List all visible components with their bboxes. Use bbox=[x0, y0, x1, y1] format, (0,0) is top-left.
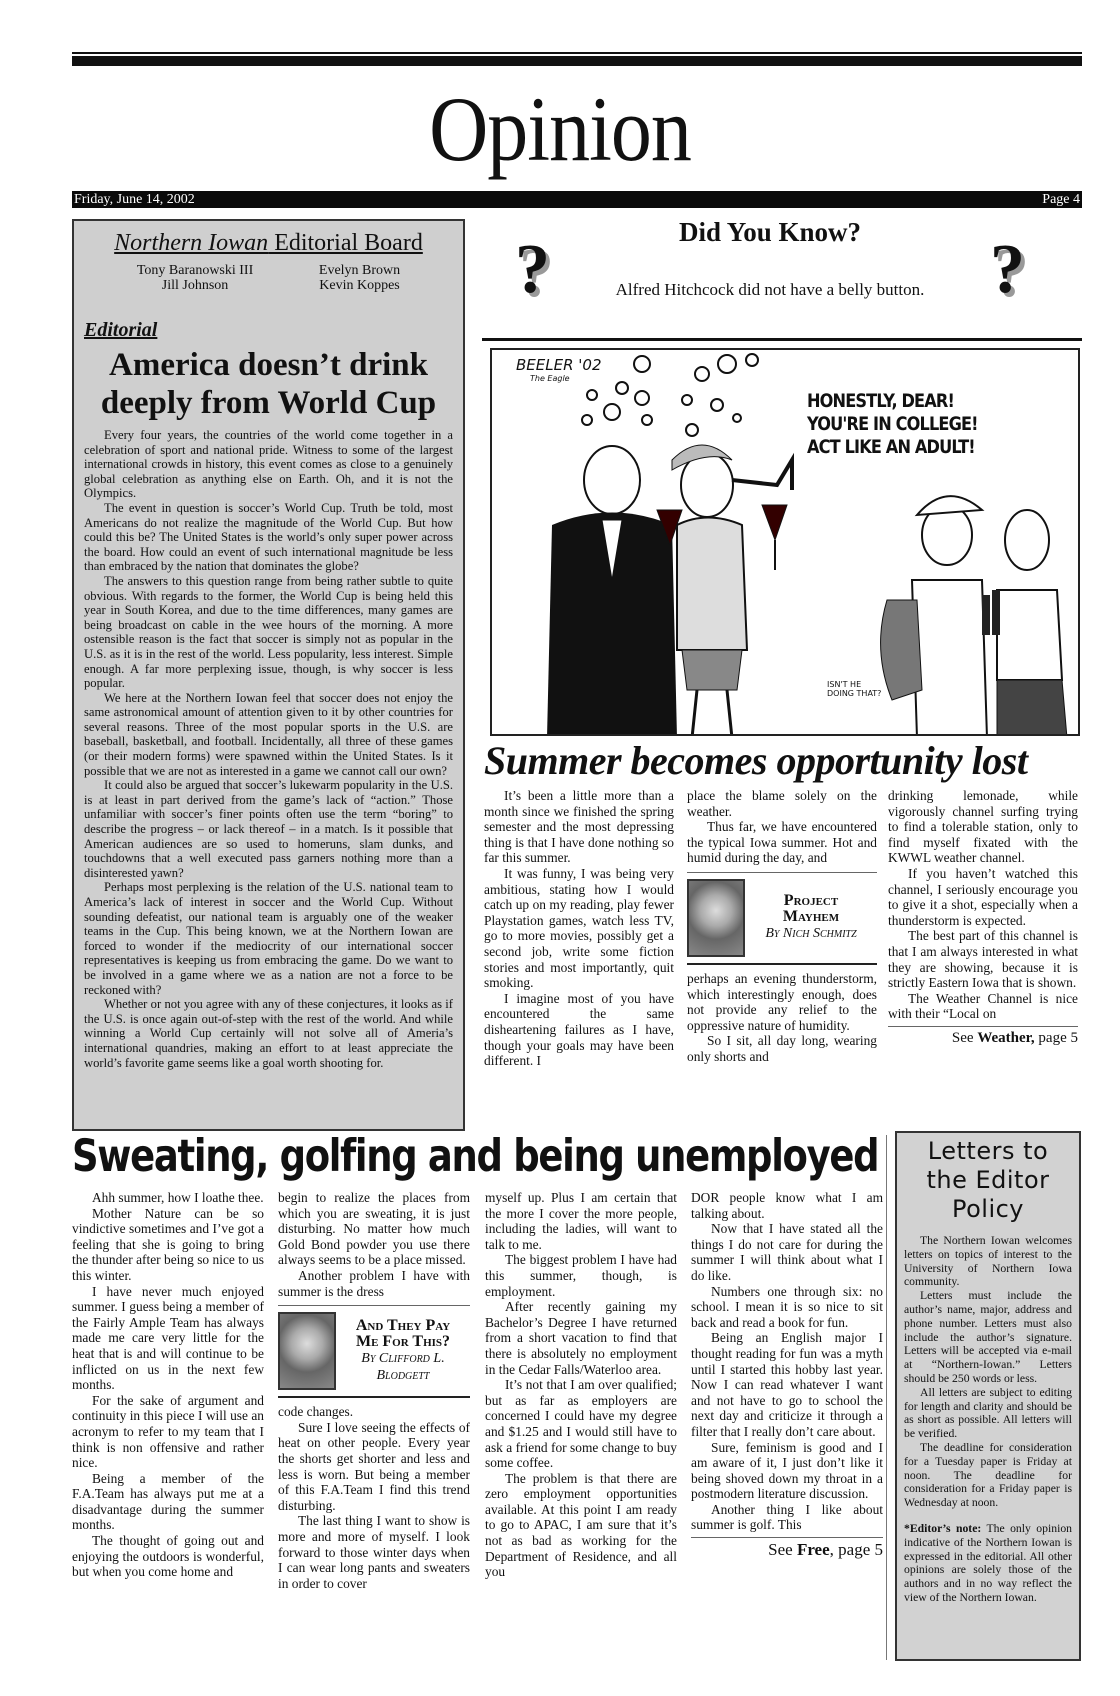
author-photo bbox=[687, 879, 745, 957]
paragraph: It’s been a little more than a month since we finished the spring semester and the most depressing thing is that I have done nothing so far this summer. bbox=[484, 788, 674, 866]
speech-line: HONESTLY, DEAR! bbox=[807, 390, 954, 412]
title-line: Policy bbox=[951, 1195, 1025, 1223]
speech-line: ACT LIKE AN ADULT! bbox=[807, 436, 975, 458]
board-member: Kevin Koppes bbox=[319, 278, 400, 293]
paragraph: The answers to this question range from being rather subtle to quite obvious. With regards to the former, the World Cup is being held this year in South Korea, and due to the time differences, many games are being broadcast on cable in the wee hours of the morning. A more ostensible reason is the fact that soccer is simply not as popular in the U.S. as it is in the rest of the world. Less popularity, less interest. Simple enough. A far more perplexing issue, though, is why soccer is less popular. bbox=[84, 573, 453, 691]
paragraph: The best part of this channel is that I am always interested in what they are showing, because it is strictly Eastern Iowa that is shown. bbox=[888, 928, 1078, 991]
top-rule-thick bbox=[72, 56, 1082, 66]
jump-link-free[interactable] bbox=[691, 1537, 883, 1558]
column-title: Mayhem bbox=[782, 908, 840, 926]
board-member: Jill Johnson bbox=[161, 278, 229, 293]
paragraph: The event in question is soccer’s World Cup. Truth be told, most Americans do not realize the magnitude of the World Cup. But how could this be? The United States is the world’s only super power across the board. How could an event of such international magnitude be less than embraced by the nation that dominates the globe? bbox=[84, 500, 453, 574]
jump-page: , page 5 bbox=[829, 1540, 883, 1560]
paragraph: Being a member of the F.A.Team has always put me at a disadvantage during the summer months. bbox=[72, 1470, 264, 1533]
paragraph: I imagine most of you have encountered the same disheartening failures as I have, though your goals may have been different. I bbox=[484, 990, 674, 1069]
signature-sub: The Eagle bbox=[530, 374, 570, 383]
board-members-left bbox=[137, 263, 253, 293]
paragraph: The last thing I want to show is more and more of myself. I look forward to those winter days when I can wear long pants and sweaters in order to cover bbox=[278, 1513, 470, 1591]
cartoon-illustration-icon bbox=[492, 350, 1080, 736]
column-divider bbox=[886, 1135, 887, 1660]
paragraph: Sure I love seeing the effects of heat on other people. Every year the shorts get shorter and less and less is worn. But being a member of this F.A.Team I find this trend disturbing. bbox=[278, 1419, 470, 1513]
divider bbox=[482, 338, 1082, 341]
column-info bbox=[336, 1318, 470, 1384]
board-member: Tony Baranowski III bbox=[136, 263, 254, 278]
board-members-right bbox=[319, 263, 400, 293]
column-title: And They Pay bbox=[355, 1317, 451, 1335]
summer-col-1 bbox=[484, 788, 674, 1069]
paragraph: The Northern Iowan welcomes letters on topics of interest to the University of Northern Iowa community. bbox=[904, 1234, 1072, 1289]
paragraph: myself up. Plus I am certain that the more I cover the more people, including the ladies, will want to talk to me. bbox=[485, 1190, 677, 1252]
paragraph: The biggest problem I have had this summer, though, is employment. bbox=[485, 1252, 677, 1299]
question-mark-icon: ? bbox=[990, 231, 1025, 308]
paragraph: Numbers one through six: no school. I mean it is so nice to sit back and read a book for fun. bbox=[691, 1283, 883, 1330]
page-number: Page 4 bbox=[1042, 192, 1080, 207]
paragraph: perhaps an evening thunderstorm, which interestingly enough, does not provide any relief to the oppressive nature of humidity. bbox=[687, 970, 877, 1033]
column-title: Project bbox=[783, 892, 839, 910]
board-members bbox=[84, 263, 453, 293]
paragraph: All letters are subject to editing for length and clarity and should be as short as possible. All letters will be verified. bbox=[904, 1385, 1072, 1441]
column-title: Me For This? bbox=[355, 1333, 451, 1351]
paper-name: Northern Iowan bbox=[114, 230, 269, 256]
date-bar bbox=[72, 191, 1082, 208]
board-member: Evelyn Brown bbox=[318, 263, 401, 278]
editorial-body bbox=[84, 428, 453, 1070]
paragraph: After recently gaining my Bachelor’s Degree I have returned from a short vacation to find that there is absolutely no employment in the Cedar Falls/Waterloo area. bbox=[485, 1299, 677, 1377]
paragraph: Another thing I like about summer is golf. This bbox=[691, 1501, 883, 1533]
paragraph: It’s not that I am over qualified; but as far as employers are concerned I could have my degree and $1.25 and I would still have to ask a friend for some change to buy some coffee. bbox=[485, 1377, 677, 1471]
paragraph: So I sit, all day long, wearing only shorts and bbox=[687, 1033, 877, 1064]
sweating-headline: Sweating, golfing and being unemployed bbox=[72, 1130, 879, 1182]
paragraph: For the sake of argument and continuity in this piece I will use an acronym to refer to my team that I think is non offensive and rather nice. bbox=[72, 1392, 264, 1471]
jump-see: See bbox=[951, 1029, 978, 1046]
paragraph: I have never much enjoyed summer. I guess being a member of the Fairly Ample Team has always made me care very little for the heat that is and will continue to be inflicted on us in the next few months. bbox=[72, 1283, 264, 1393]
summer-headline: Summer becomes opportunity lost bbox=[484, 738, 1028, 783]
issue-date: Friday, June 14, 2002 bbox=[74, 192, 195, 207]
question-mark-icon: ? bbox=[515, 231, 550, 308]
paragraph: Letters must include the author’s name, major, address and phone number. Letters must also include the author’s signature. Letters will be accepted via e-mail at “Northern-Iowan.” Letters should be 250 words or less. bbox=[904, 1289, 1072, 1385]
paragraph: Sure, feminism is good and I am aware of it, I just don’t like it being shoved down my throat in a postmodern literature discussion. bbox=[691, 1439, 883, 1502]
letters-policy-title bbox=[904, 1137, 1072, 1224]
letters-policy-body bbox=[904, 1234, 1072, 1605]
cartoonist-signature bbox=[516, 356, 601, 383]
jump-page: page 5 bbox=[1034, 1029, 1078, 1046]
paragraph: drinking lemonade, while vigorously channel surfing trying to find a tolerable station, only to find myself fixated with the KWWL weather channel. bbox=[888, 788, 1078, 866]
paragraph: Another problem I have with summer is the dress bbox=[278, 1267, 470, 1299]
column-header-and-they-pay-me bbox=[278, 1305, 470, 1398]
paragraph: DOR people know what I am talking about. bbox=[691, 1190, 883, 1221]
aside-line: ISN'T HE bbox=[827, 680, 862, 689]
sweating-col-4 bbox=[691, 1190, 883, 1558]
summer-col-3 bbox=[888, 788, 1078, 1047]
paragraph: The Weather Channel is nice with their “Local on bbox=[888, 990, 1078, 1022]
signature-text: BEELER '02 bbox=[516, 356, 602, 374]
paragraph: The problem is that there are zero employment opportunities available. At this point I am ready to go to APAC, I am sure that it’s not as bad as working for the Department of Residence, and all you bbox=[485, 1470, 677, 1580]
paragraph: Whether or not you agree with any of these conjectures, it looks as if the U.S. is once again out-of-step with the rest of the world. And while winning a World Cup certainly will not solve all of Ameria’s international quandries, making an effort to at least appreciate the world’s favorite game seems like a goal worth shooting for. bbox=[84, 997, 453, 1070]
paragraph: Mother Nature can be so vindictive sometimes and I’ve got a feeling that she is going to bring the thunder after being so nice to us this winter. bbox=[72, 1205, 264, 1283]
paragraph: place the blame solely on the weather. bbox=[687, 788, 877, 819]
cartoon-speech bbox=[807, 390, 978, 459]
summer-col-2 bbox=[687, 788, 877, 1065]
jump-link-weather[interactable] bbox=[888, 1026, 1078, 1047]
title-line: Letters to bbox=[927, 1137, 1049, 1165]
column-header-project-mayhem bbox=[687, 872, 877, 965]
paragraph: Being an English major I thought reading for fun was a myth until I started this hobby last year. Now I can read whatever I want and not have to go to school the next day and criticize it through a filter that I really don’t care about. bbox=[691, 1330, 883, 1439]
aside-line: DOING THAT? bbox=[827, 689, 882, 698]
editorial-cartoon bbox=[490, 348, 1080, 736]
jump-see: See bbox=[768, 1540, 797, 1560]
paragraph: It was funny, I was being very ambitious, stating how I would catch up on my reading, play fewer Playstation games, watch less TV, go to more movies, possibly get a second job, write some fiction stories and most importantly, quit smoking. bbox=[484, 865, 674, 991]
letters-policy-box bbox=[895, 1131, 1081, 1661]
paragraph: The thought of going out and enjoying the outdoors is wonderful, but when you come home and bbox=[72, 1533, 264, 1580]
did-you-know-fact: Alfred Hitchcock did not have a belly button. bbox=[615, 280, 925, 299]
editors-note-label: *Editor’s note: bbox=[904, 1521, 982, 1535]
paragraph: begin to realize the places from which you are sweating, it is just disturbing. No matter how much Gold Bond powder you use there always seems to be a place missed. bbox=[278, 1190, 470, 1268]
paragraph: If you haven’t watched this channel, I seriously encourage you to give it a shot, especially when a thunderstorm is expected. bbox=[888, 865, 1078, 928]
editorial-box bbox=[72, 219, 465, 1131]
jump-target: Free bbox=[796, 1540, 830, 1560]
paragraph: We here at the Northern Iowan feel that soccer does not enjoy the same astronomical amount of attention given to it by other countries for several reasons. Three of the most popular sports in the U.S. are baseball, basketball, and football. Incidentally, all three of these games (or their modern forms) were spawned within the United States. Is it possible that we are not as interested in a game we cannot call our own? bbox=[84, 690, 453, 778]
sweating-col-3 bbox=[485, 1190, 677, 1580]
paragraph: It could also be argued that soccer’s lukewarm popularity in the U.S. is at least in part derived from the game’s lack of “action.” Those unfamiliar with soccer’s finer points often use the term “boring” to describe the progress – or lack thereof – in a match. Is it possible that American audiences are so used to homeruns, slam dunks, and touchdowns that a well executed pass garners nothing more than a disinterested yawn? bbox=[84, 778, 453, 880]
paragraph: Every four years, the countries of the world come together in a celebration of sport and national pride. Witness to some of the largest international crowds in history, this event comes as close to a genuinely global celebration as anything else on Earth. Oh, and it is not the Olympics. bbox=[84, 428, 453, 501]
editors-note-text: The only opinion indicative of the Northern Iowan is expressed in the editorial. All other opinions are solely those of the authors and in no way reflect the view of the Northern Iowan. bbox=[904, 1521, 1073, 1604]
did-you-know-title: Did You Know? bbox=[678, 217, 862, 247]
paragraph: code changes. bbox=[278, 1404, 354, 1420]
byline: By Nich Schmitz bbox=[765, 926, 857, 942]
byline: Blodgett bbox=[376, 1368, 430, 1384]
section-title: Opinion bbox=[429, 78, 691, 181]
byline: By Clifford L. bbox=[361, 1351, 445, 1367]
paragraph: Thus far, we have encountered the typical Iowa summer. Hot and humid during the day, and bbox=[687, 819, 877, 866]
editorial-headline: America doesn’t drink deeply from World Cup bbox=[100, 347, 437, 421]
paragraph: The deadline for consideration for a Tuesday paper is Friday at noon. The deadline for consideration for a Friday paper is Wednesday at noon. bbox=[904, 1440, 1072, 1510]
speech-line: YOU'RE IN COLLEGE! bbox=[807, 413, 978, 435]
sweating-col-1 bbox=[72, 1190, 264, 1580]
board-label: Editorial Board bbox=[268, 230, 423, 256]
editorial-board-title bbox=[84, 229, 453, 257]
paragraph: Perhaps most perplexing is the relation of the U.S. national team to America’s lack of interest in soccer and the World Cup. Without sounding defeatist, our national team is arguably one of the weaker teams in the Cup. This being known, we at the Northern Iowan are forced to wonder if the mediocrity of our international soccer representatives is keeping us from embracing the game. Do we want to be involved in a game where we as a nation are not a force to be reckoned with? bbox=[84, 880, 453, 997]
paragraph: Now that I have stated all the things I do not care for during the summer I will think about what I do like. bbox=[691, 1221, 883, 1283]
paragraph: Ahh summer, how I loathe thee. bbox=[92, 1190, 264, 1205]
cartoon-aside bbox=[827, 680, 881, 698]
top-rule-thin bbox=[72, 52, 1082, 54]
author-photo bbox=[278, 1312, 336, 1390]
title-line: the Editor bbox=[926, 1166, 1050, 1194]
jump-target: Weather, bbox=[977, 1029, 1035, 1046]
editorial-label: Editorial bbox=[84, 319, 158, 341]
sweating-col-2 bbox=[278, 1190, 470, 1591]
column-info bbox=[745, 893, 877, 942]
editors-note bbox=[904, 1522, 1072, 1605]
